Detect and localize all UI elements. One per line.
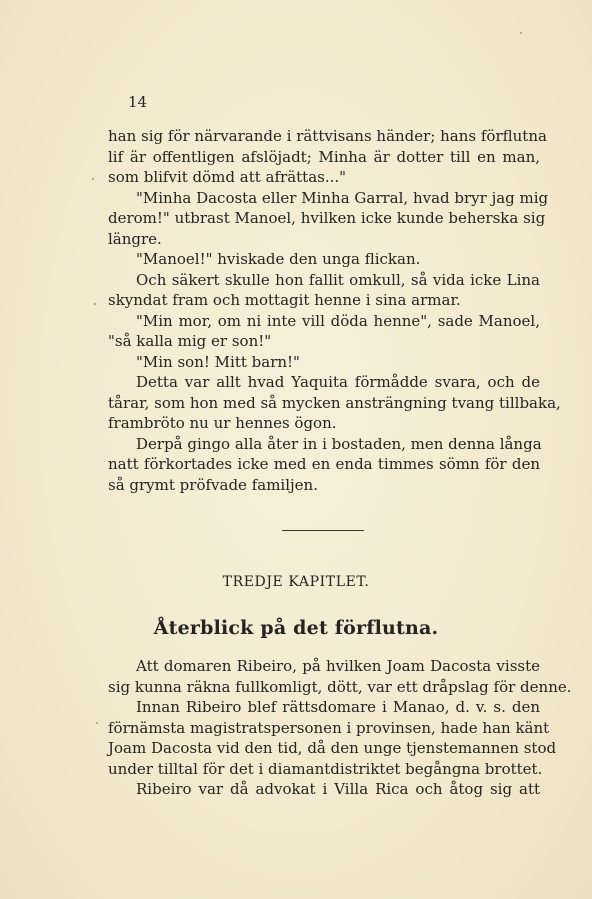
text-line: skyndat fram och mottagit henne i sina armar.	[108, 291, 461, 309]
body-text-top	[108, 126, 561, 495]
text-line: "Minha Dacosta eller Minha Garral, hvad bryr jag mig	[136, 188, 549, 207]
text-line: derom!" utbrast Manoel, hvilken icke kunde beherska sig	[108, 209, 546, 227]
text-line: sig kunna räkna fullkomligt, dött, var ett dråpslag för denne.	[108, 677, 572, 696]
text-line: "så kalla mig er son!"	[108, 332, 272, 350]
text-line: lif är offentligen afslöjadt; Minha är dotter till en man,	[108, 147, 540, 166]
text-line: Joam Dacosta vid den tid, då den unge tjenstemannen stod	[108, 739, 557, 757]
text-line: längre.	[108, 229, 162, 248]
text-line: Och säkert skulle hon fallit omkull, så vida icke Lina	[136, 270, 540, 289]
text-line: Ribeiro var då advokat i Villa Rica och åtog sig att	[136, 780, 540, 798]
text-line: han sig för närvarande i rättvisans händer; hans förflutna	[108, 127, 547, 145]
text-line: som blifvit dömd att afrättas..."	[108, 168, 347, 186]
page-number: 14	[128, 93, 148, 111]
text-line: så grymt pröfvade familjen.	[108, 475, 318, 494]
text-line: Att domaren Ribeiro, på hvilken Joam Dacosta visste	[136, 657, 540, 675]
paper-speck	[92, 178, 94, 180]
text-line: Detta var allt hvad Yaquita förmådde svara, och de	[136, 373, 540, 391]
text-line: "Min son! Mitt barn!"	[136, 352, 300, 371]
text-line: förnämsta magistratspersonen i provinsen, hade han känt	[108, 718, 550, 737]
text-line: natt förkortades icke med en enda timmes sömn för den	[108, 455, 540, 473]
paper-speck	[96, 722, 98, 724]
section-divider	[282, 530, 364, 531]
text-line: tårar, som hon med så mycken ansträngning tvang tillbaka,	[108, 393, 561, 412]
text-line: under tilltal för det i diamantdistriktet begångna brottet.	[108, 759, 543, 778]
text-line: "Manoel!" hviskade den unga flickan.	[136, 250, 421, 268]
body-text-bottom	[108, 656, 572, 800]
paper-speck	[94, 303, 96, 305]
text-line: frambröto nu ur hennes ögon.	[108, 414, 337, 432]
text-line: "Min mor, om ni inte vill döda henne", sade Manoel,	[136, 311, 540, 330]
text-line: Innan Ribeiro blef rättsdomare i Manao, d. v. s. den	[136, 698, 540, 716]
paper-speck	[520, 32, 522, 34]
chapter-title: Återblick på det förflutna.	[153, 617, 439, 639]
text-line: Derpå gingo alla åter in i bostaden, men denna långa	[136, 434, 542, 453]
chapter-label: TREDJE KAPITLET.	[222, 574, 370, 590]
